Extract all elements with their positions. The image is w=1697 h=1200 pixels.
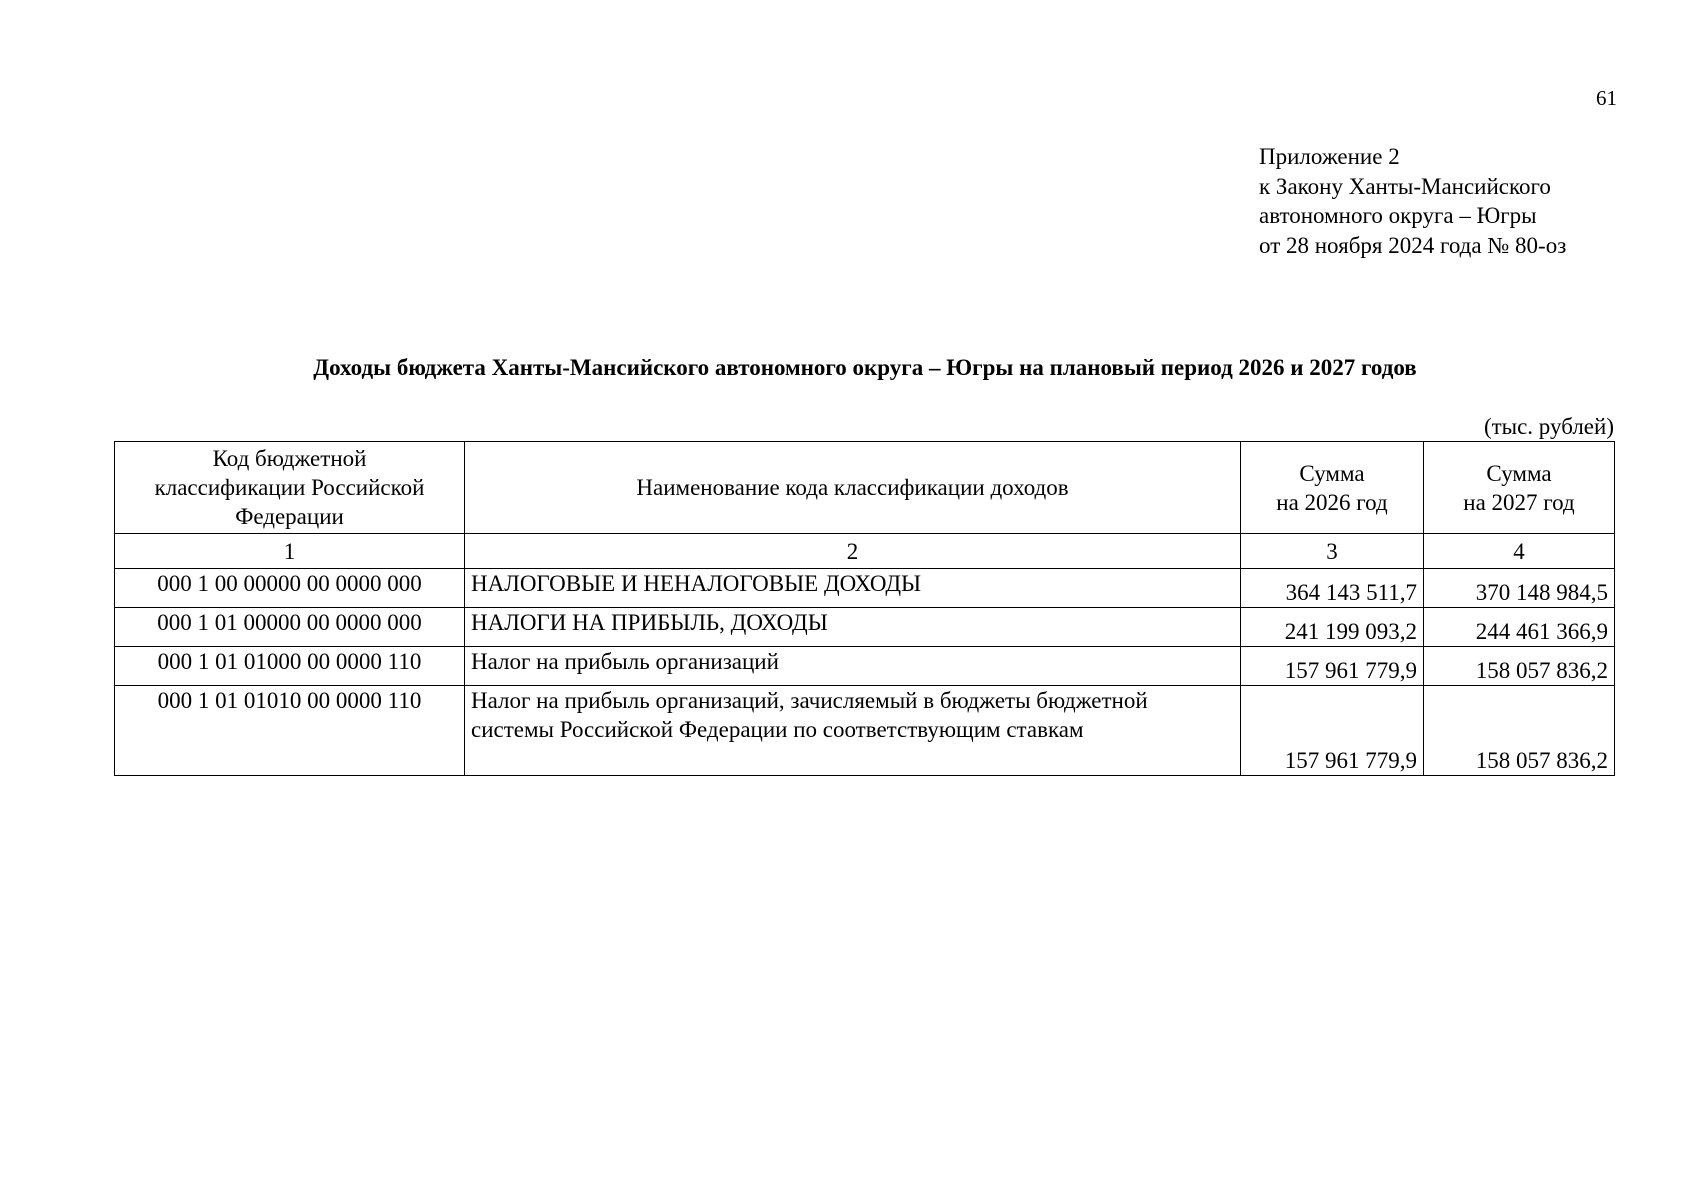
column-number: 4 [1424,534,1615,569]
row-code: 000 1 00 00000 00 0000 000 [115,569,465,608]
table-row [115,608,1615,647]
column-number-row [115,534,1615,569]
row-name: Налог на прибыль организаций, зачисляемый в бюджеты бюджетной системы Российской Федерации по соответствующим ставкам [465,686,1241,776]
row-code: 000 1 01 00000 00 0000 000 [115,608,465,647]
units-label: (тыс. рублей) [1483,414,1614,439]
row-name: НАЛОГИ НА ПРИБЫЛЬ, ДОХОДЫ [465,608,1241,647]
header-sum-2027 [1424,442,1615,534]
table-header-row [115,442,1615,534]
header-sum-2026-line: Сумма [1299,460,1365,486]
table-row [115,686,1615,776]
appendix-line: к Закону Ханты-Мансийского [1259,173,1551,199]
header-name-line: Наименование кода классификации доходов [636,475,1069,500]
row-sum-2026: 364 143 511,7 [1241,569,1424,608]
header-code [115,442,465,534]
page-number: 61 [1596,86,1617,110]
header-code-line: Федерации [235,504,344,529]
appendix-line: от 28 ноября 2024 года № 80-оз [1259,232,1567,258]
appendix-line: Приложение 2 [1259,144,1400,169]
row-code: 000 1 01 01010 00 0000 110 [115,686,465,776]
column-number: 3 [1241,534,1424,569]
header-sum-2027-line: на 2027 год [1463,489,1575,515]
document-title: Доходы бюджета Ханты-Мансийского автономного округа – Югры на плановый период 2026 и 2027 годов [313,355,1417,380]
row-sum-2026: 157 961 779,9 [1241,686,1424,776]
appendix-line: автономного округа – Югры [1259,203,1537,228]
appendix-block [1259,142,1566,260]
header-sum-2026 [1241,442,1424,534]
header-code-line: классификации Российской [154,475,425,500]
revenue-table [114,441,1615,776]
row-sum-2027: 158 057 836,2 [1424,647,1615,686]
row-code: 000 1 01 01000 00 0000 110 [115,647,465,686]
row-name: НАЛОГОВЫЕ И НЕНАЛОГОВЫЕ ДОХОДЫ [465,569,1241,608]
column-number: 2 [465,534,1241,569]
column-number: 1 [115,534,465,569]
header-sum-2027-line: Сумма [1486,460,1552,486]
row-sum-2026: 241 199 093,2 [1241,608,1424,647]
header-code-line: Код бюджетной [212,446,367,471]
row-sum-2026: 157 961 779,9 [1241,647,1424,686]
row-sum-2027: 158 057 836,2 [1424,686,1615,776]
table-row [115,647,1615,686]
row-sum-2027: 370 148 984,5 [1424,569,1615,608]
row-sum-2027: 244 461 366,9 [1424,608,1615,647]
row-name: Налог на прибыль организаций [465,647,1241,686]
header-name [465,442,1241,534]
header-sum-2026-line: на 2026 год [1276,489,1388,515]
table-row [115,569,1615,608]
